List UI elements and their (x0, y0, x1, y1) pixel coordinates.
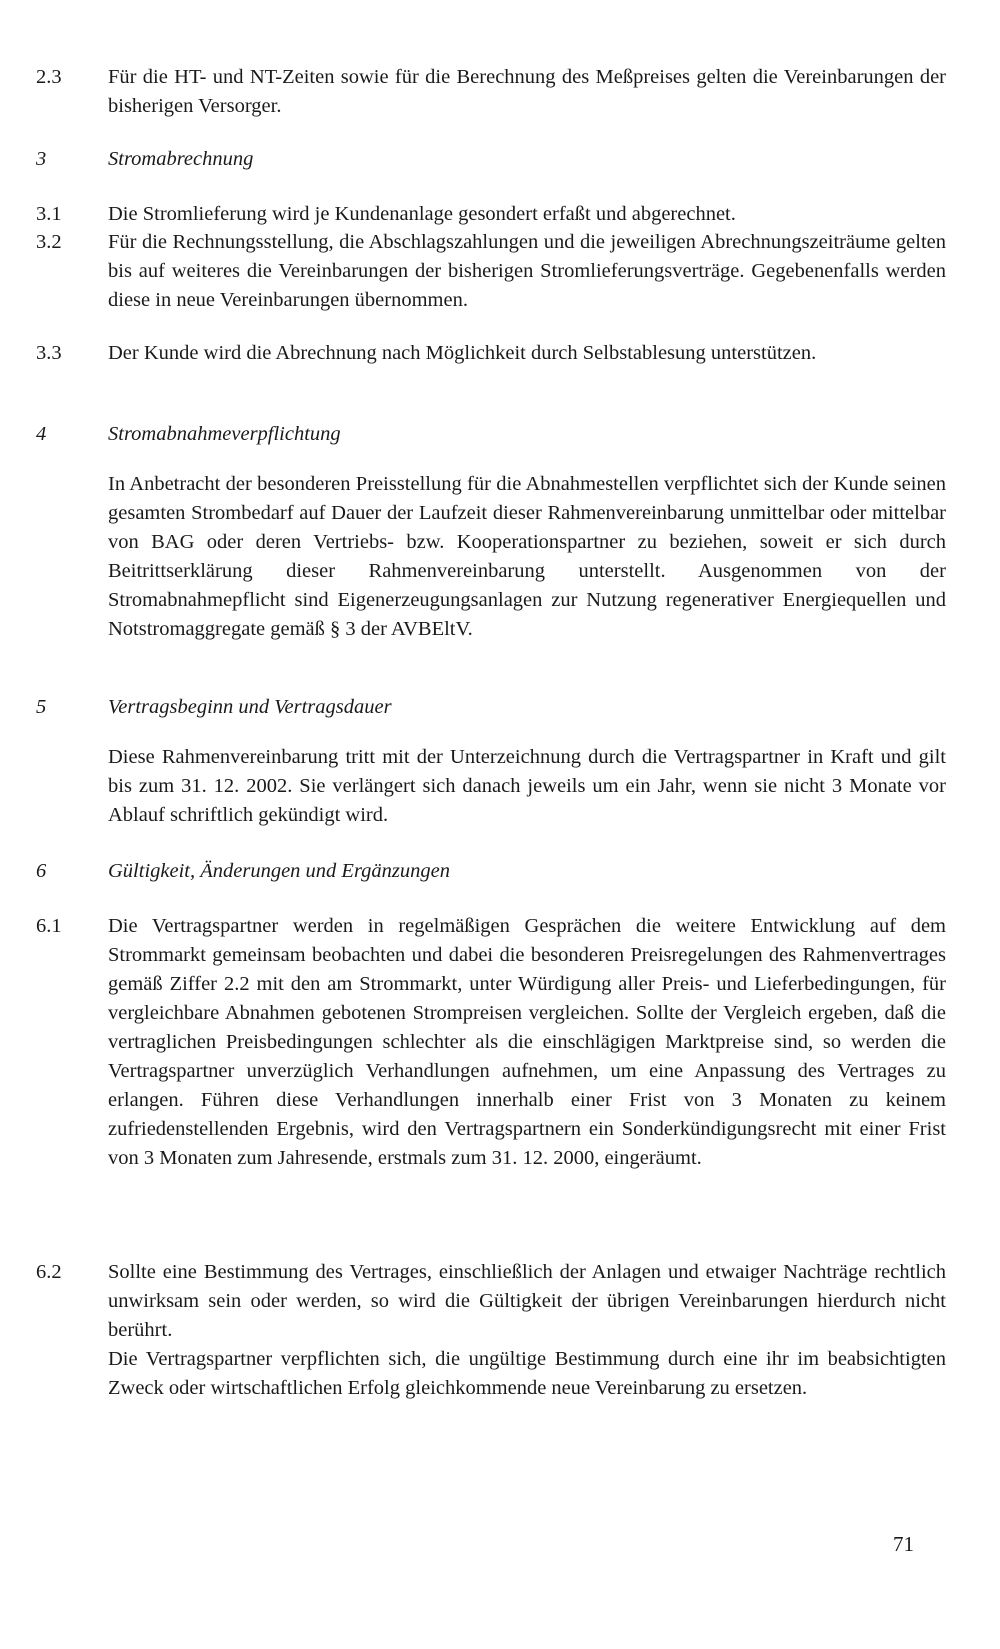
section-number: 3.3 (36, 342, 62, 364)
section-5-body (36, 743, 946, 830)
section-number: 2.3 (36, 66, 62, 88)
section-number: 6.2 (36, 1261, 62, 1283)
section-4-body (36, 470, 946, 644)
section-number: 3 (36, 148, 47, 170)
section-text: In Anbetracht der besonderen Preisstellung für die Abnahmestellen verpflichtet sich der Kunde seinen gesamten Strombedarf auf Dauer der Laufzeit dieser Rahmenvereinbarung unmittelbar oder mittelbar von BAG oder deren Vertriebs- bzw. Kooperationspartner zu beziehen, soweit er sich durch Beitrittserklärung dieser Rahmenvereinbarung unterstellt. Ausgenommen von der Stromabnahmepflicht sind Eigenerzeugungsanlagen zur Nutzung regenerativer Energiequellen und Notstromaggregate gemäß § 3 der AVBEltV. (108, 473, 946, 640)
section-3-heading (36, 145, 946, 174)
section-text: Diese Rahmenvereinbarung tritt mit der Unterzeichnung durch die Vertragspartner in Kraft und gilt bis zum 31. 12. 2002. Sie verlängert sich danach jeweils um ein Jahr, wenn sie nicht 3 Monate vor Ablauf schriftlich gekündigt wird. (108, 746, 946, 826)
section-title: Gültigkeit, Änderungen und Ergänzungen (108, 860, 450, 882)
section-2-3 (36, 63, 946, 121)
section-text: Für die HT- und NT-Zeiten sowie für die Berechnung des Meßpreises gelten die Vereinbarungen der bisherigen Versorger. (108, 66, 946, 117)
section-3-3 (36, 339, 946, 368)
section-text-part-2: Die Vertragspartner verpflichten sich, die ungültige Bestimmung durch eine ihr im beabsichtigten Zweck oder wirtschaftlichen Erfolg gleichkommende neue Vereinbarung zu ersetzen. (108, 1348, 946, 1399)
section-text (108, 1258, 946, 1403)
page-number: 71 (893, 1532, 914, 1556)
section-text: Die Stromlieferung wird je Kundenanlage gesondert erfaßt und abgerechnet. (108, 203, 736, 225)
section-text: Für die Rechnungsstellung, die Abschlagszahlungen und die jeweiligen Abrechnungszeiträume gelten bis auf weiteres die Vereinbarungen der bisherigen Stromlieferungsverträge. Gegebenenfalls werden diese in neue Vereinbarungen übernommen. (108, 231, 946, 311)
section-5-heading (36, 693, 946, 722)
section-number: 3.1 (36, 203, 62, 225)
section-number: 4 (36, 423, 47, 445)
section-4-heading (36, 420, 946, 449)
section-text-part-1: Sollte eine Bestimmung des Vertrages, einschließlich der Anlagen und etwaiger Nachträge rechtlich unwirksam sein oder werden, so wird die Gültigkeit der übrigen Vereinbarungen hierdurch nicht berührt. (108, 1261, 946, 1341)
section-number: 6 (36, 860, 47, 882)
section-number: 5 (36, 696, 47, 718)
section-6-1 (36, 912, 946, 1173)
section-title: Stromabnahmeverpflichtung (108, 423, 341, 445)
section-title: Vertragsbeginn und Vertragsdauer (108, 696, 392, 718)
section-text: Die Vertragspartner werden in regelmäßigen Gesprächen die weitere Entwicklung auf dem Strommarkt gemeinsam beobachten und dabei die besonderen Preisregelungen des Rahmenvertrages gemäß Ziffer 2.2 mit den am Strommarkt, unter Würdigung aller Preis- und Lieferbedingungen, für vergleichbare Abnahmen gebotenen Strompreisen vergleichen. Sollte der Vergleich ergeben, daß die vertraglichen Preisbedingungen schlechter als die einschlägigen Marktpreise sind, so werden die Vertragspartner unverzüglich Verhandlungen aufnehmen, um eine Anpassung des Vertrages zu erlangen. Führen diese Verhandlungen innerhalb einer Frist von 3 Monaten zu keinem zufriedenstellenden Ergebnis, wird den Vertragspartnern ein Sonderkündigungsrecht mit einer Frist von 3 Monaten zum Jahresende, erstmals zum 31. 12. 2000, eingeräumt. (108, 915, 946, 1169)
section-title: Stromabrechnung (108, 148, 254, 170)
section-number: 3.2 (36, 231, 62, 253)
section-6-heading (36, 857, 946, 886)
section-text: Der Kunde wird die Abrechnung nach Möglichkeit durch Selbstablesung unterstützen. (108, 342, 817, 364)
section-3-2 (36, 228, 946, 315)
section-6-2 (36, 1258, 946, 1403)
section-number: 6.1 (36, 915, 62, 937)
section-3-1 (36, 200, 946, 229)
